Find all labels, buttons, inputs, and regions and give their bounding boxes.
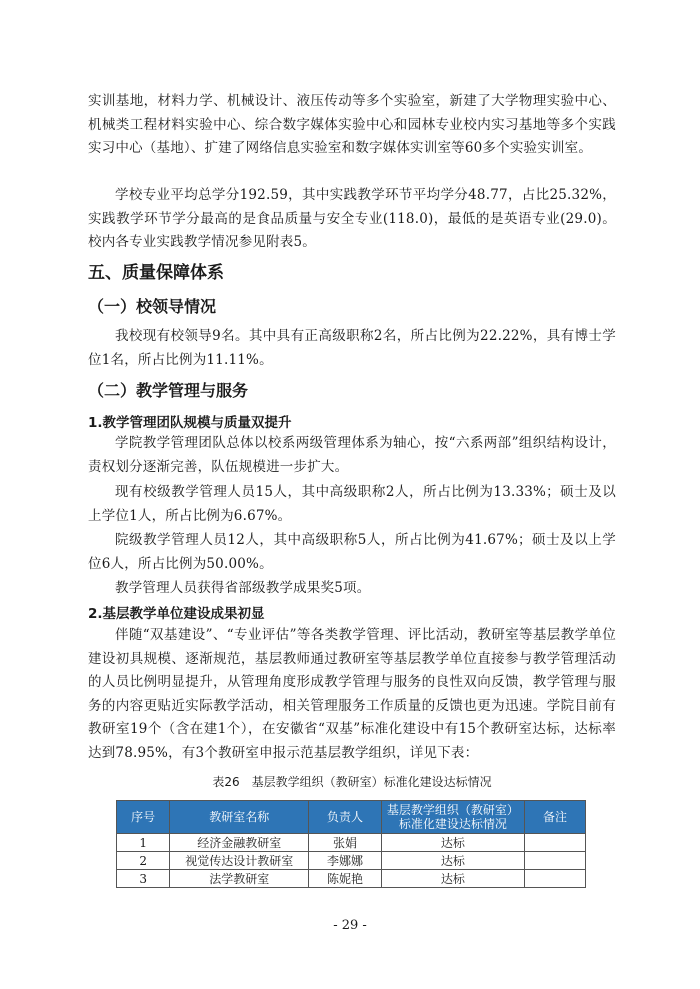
cell-status: 达标: [381, 834, 524, 852]
cell-remarks: [525, 834, 586, 852]
header-cell-remarks: 备注: [525, 801, 586, 834]
cell-status: 达标: [381, 852, 524, 870]
cell-number: 1: [117, 834, 170, 852]
table-row: [117, 834, 586, 852]
cell-number: 2: [117, 852, 170, 870]
cell-office-name: 视觉传达设计教研室: [170, 852, 309, 870]
item-heading-grassroots-units: 2.基层教学单位建设成果初显: [88, 606, 265, 622]
page-number: - 29 -: [333, 918, 367, 933]
cell-number: 3: [117, 870, 170, 888]
paragraph-college-level-staff: 院级教学管理人员12人，其中高级职称5人，所占比例为41.67%；硕士及以上学位6人，所占比例为50.00%。: [88, 532, 616, 572]
table-row: [117, 870, 586, 888]
cell-status: 达标: [381, 870, 524, 888]
cell-office-name: 法学教研室: [170, 870, 309, 888]
paragraph-management-structure: 学院教学管理团队总体以校系两级管理体系为轴心，按“六系两部”组织结构设计，责权划分逐渐完善，队伍规模进一步扩大。: [88, 435, 616, 475]
paragraph-grassroots-units: 伴随“双基建设”、“专业评估”等各类教学管理、评比活动，教研室等基层教学单位建设初具规模、逐渐规范，基层教师通过教研室等基层教学单位直接参与教学管理活动的人员比例明显提升，从管理角度形成教学管理与服务的良性双向反馈，教学管理与服务的内容更贴近实际教学活动，相关管理服务工作质量的反馈也更为迅速。学院目前有教研室19个（含在建1个），在安徽省“双基”标准化建设中有15个教研室达标，达标率达到78.95%，有3个教研室申报示范基层教学组织，详见下表：: [88, 627, 616, 761]
header-cell-office-name: 教研室名称: [170, 801, 309, 834]
cell-remarks: [525, 870, 586, 888]
header-cell-number: 序号: [117, 801, 170, 834]
section-heading-quality-assurance: 五、质量保障体系: [88, 263, 224, 283]
cell-leader: 李娜娜: [309, 852, 381, 870]
item-heading-management-team: 1.教学管理团队规模与质量双提升: [88, 415, 292, 431]
cell-office-name: 经济金融教研室: [170, 834, 309, 852]
paragraph-leadership: 我校现有校领导9名。其中具有正高级职称2名，所占比例为22.22%，具有博士学位1名，所占比例为11.11%。: [88, 328, 616, 368]
paragraph-awards: 教学管理人员获得省部级教学成果奖5项。: [115, 580, 371, 596]
table-row: [117, 852, 586, 870]
paragraph-school-level-staff: 现有校级教学管理人员15人，其中高级职称2人，所占比例为13.33%；硕士及以上学位1人，所占比例为6.67%。: [88, 484, 616, 524]
cell-leader: 张娟: [309, 834, 381, 852]
standardization-table: [116, 800, 586, 888]
paragraph-credit-statistics: 学校专业平均总学分192.59，其中实践教学环节平均学分48.77，占比25.32%，实践教学环节学分最高的是食品质量与安全专业(118.0)，最低的是英语专业(29.0)。校内各专业实践教学情况参见附表5。: [88, 187, 616, 250]
header-cell-status: 基层教学组织（教研室）标准化建设达标情况: [381, 801, 524, 834]
paragraph-lab-facilities: 实训基地，材料力学、机械设计、液压传动等多个实验室，新建了大学物理实验中心、机械类工程材料实验中心、综合数字媒体实验中心和园林专业校内实习基地等多个实践实习中心（基地）、扩建了网络信息实验室和数字媒体实训室等60多个实验实训室。: [88, 93, 616, 156]
cell-remarks: [525, 852, 586, 870]
subsection-heading-leadership: （一）校领导情况: [88, 297, 217, 316]
cell-leader: 陈妮艳: [309, 870, 381, 888]
header-cell-leader: 负责人: [309, 801, 381, 834]
table-header-row: [117, 801, 586, 834]
table-caption: 表26 基层教学组织（教研室）标准化建设达标情况: [212, 775, 492, 789]
subsection-heading-teaching-management: （二）教学管理与服务: [88, 381, 249, 400]
